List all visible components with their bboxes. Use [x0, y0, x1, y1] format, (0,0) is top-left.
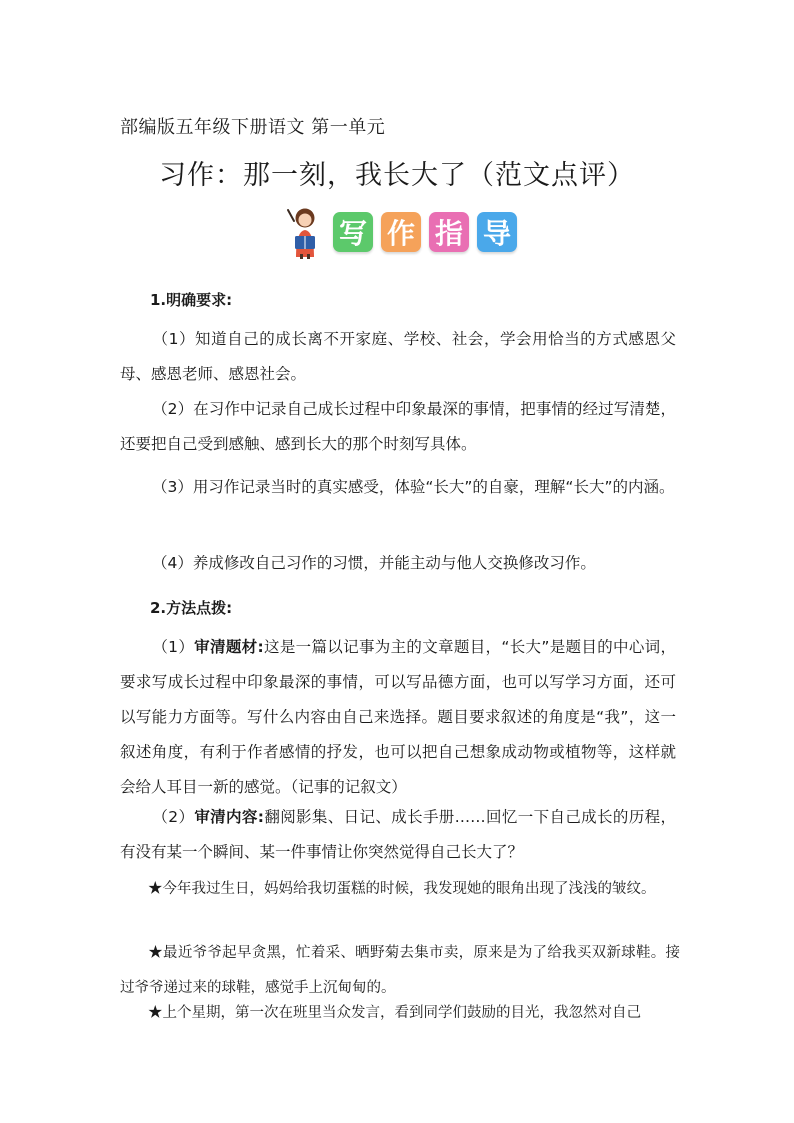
document-subtitle: 部编版五年级下册语文 第一单元	[120, 117, 386, 138]
example-star-3: ★上个星期，第一次在班里当众发言，看到同学们鼓励的目光，我忽然对自己	[148, 1005, 641, 1021]
example-star-1: ★今年我过生日，妈妈给我切蛋糕的时候，我发现她的眼角出现了浅浅的皱纹。	[148, 881, 656, 897]
requirement-item-1: （1）知道自己的成长离不开家庭、学校、社会，学会用恰当的方式感恩父母、感恩老师、感恩社会。	[120, 330, 676, 383]
writing-guide-banner	[285, 205, 525, 259]
requirement-item-4: （4）养成修改自己习作的习惯，并能主动与他人交换修改习作。	[152, 554, 596, 572]
method-item-1: （1）审清题材:这是一篇以记事为主的文章题目，“长大”是题目的中心词，要求写成长过程中印象最深的事情，可以写品德方面，也可以写学习方面，还可以写能力方面等。写什么内容由自己来选择。题目要求叙述的角度是“我”，这一叙述角度，有利于作者感情的抒发，也可以把自己想象成动物或植物等，这样就会给人耳目一新的感觉。（记事的记叙文）	[120, 638, 676, 796]
method-item-2-label: 审清内容:	[194, 808, 264, 826]
method-item-1-label: 审清题材:	[194, 638, 264, 656]
banner-tile-zhi: 指	[429, 212, 469, 252]
method-item-2: （2）审清内容:翻阅影集、日记、成长手册……回忆一下自己成长的历程，有没有某一个瞬间、某一件事情让你突然觉得自己长大了？	[120, 808, 676, 861]
banner-tile-dao: 导	[477, 212, 517, 252]
banner-tile-xie: 写	[333, 212, 373, 252]
teacher-reading-icon	[285, 205, 325, 259]
banner-tile-zuo: 作	[381, 212, 421, 252]
section-heading-methods: 2.方法点拨:	[150, 599, 233, 617]
document-title: 习作：那一刻，我长大了（范文点评）	[159, 160, 635, 191]
section-heading-requirements: 1.明确要求:	[150, 291, 233, 309]
requirement-item-2: （2）在习作中记录自己成长过程中印象最深的事情，把事情的经过写清楚，还要把自己受到感触、感到长大的那个时刻写具体。	[120, 400, 676, 453]
example-star-2: ★最近爷爷起早贪黑，忙着采、晒野菊去集市卖，原来是为了给我买双新球鞋。接过爷爷递过来的球鞋，感觉手上沉甸甸的。	[120, 945, 680, 996]
requirement-item-3: （3）用习作记录当时的真实感受，体验“长大”的自豪，理解“长大”的内涵。	[152, 478, 675, 496]
